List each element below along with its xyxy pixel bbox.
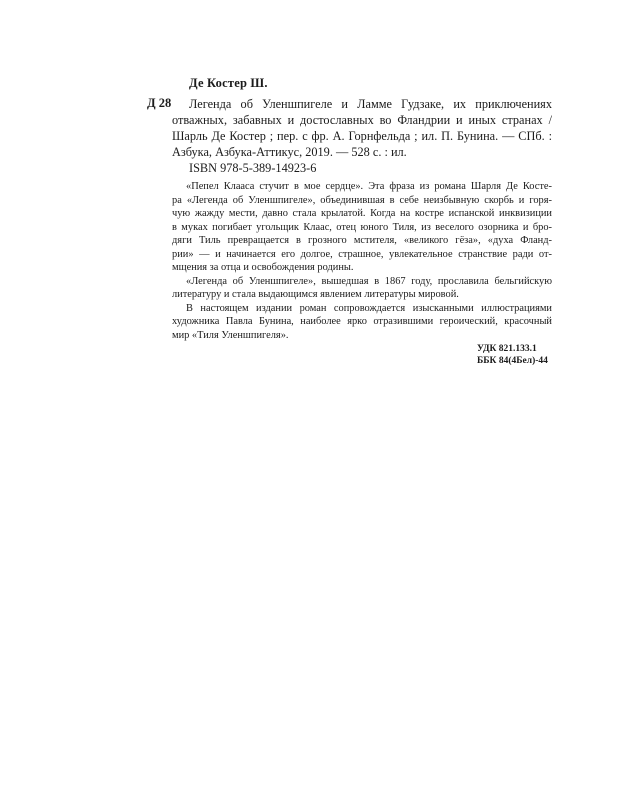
annotation-line: «Легенда об Уленшпигеле», вышедшая в 1867 году, прославила бельгийскую [186, 276, 552, 287]
bibliographic-line: Легенда об Уленшпигеле и Ламме Гудзаке, их приключениях [189, 97, 552, 111]
bbk-code: ББК 84(4Бел)-44 [477, 356, 548, 366]
isbn: ISBN 978-5-389-14923-6 [189, 161, 317, 175]
author-heading: Де Костер Ш. [189, 76, 268, 90]
annotation-line: литературу и стала выдающимся явлением литературы мировой. [172, 289, 459, 300]
annotation-line: дяги Тиль превращается в грозного мстителя, «великого гёза», «духа Фланд- [172, 235, 552, 246]
index-code: Д 28 [147, 96, 172, 110]
annotation-line: рии» — и начинается его долгое, страшное, увлекательное странствие ради от- [172, 249, 552, 260]
annotation-line: В настоящем издании роман сопровождается изысканными иллюстрациями [186, 303, 552, 314]
classification-codes [477, 343, 548, 367]
bibliographic-line: отважных, забавных и достославных во Фландрии и иных странах / [172, 113, 552, 127]
annotation-line: чую жажду мести, давно стала крылатой. Когда на костре испанской инквизиции [172, 208, 552, 219]
annotation-line: в муках погибает угольщик Клаас, отец юного Тиля, из веселого озорника и бро- [172, 222, 552, 233]
annotation-line: художника Павла Бунина, наиболее ярко отразившими героический, красочный [172, 316, 552, 327]
bibliographic-line: Азбука, Азбука-Аттикус, 2019. — 528 с. : ил. [172, 145, 407, 159]
bibliographic-line: Шарль Де Костер ; пер. с фр. А. Горнфельда ; ил. П. Бунина. — СПб. : [172, 129, 552, 143]
annotation-line: ра «Легенда об Уленшпигеле», объединившая в себе неизбывную скорбь и горя- [172, 195, 552, 206]
annotation-line: «Пепел Клааса стучит в мое сердце». Эта фраза из романа Шарля Де Косте- [186, 181, 552, 192]
annotation-line: мщения за отца и освобождения родины. [172, 262, 354, 273]
udk-code: УДК 821.133.1 [477, 344, 537, 354]
annotation-line: мир «Тиля Уленшпигеля». [172, 330, 289, 341]
